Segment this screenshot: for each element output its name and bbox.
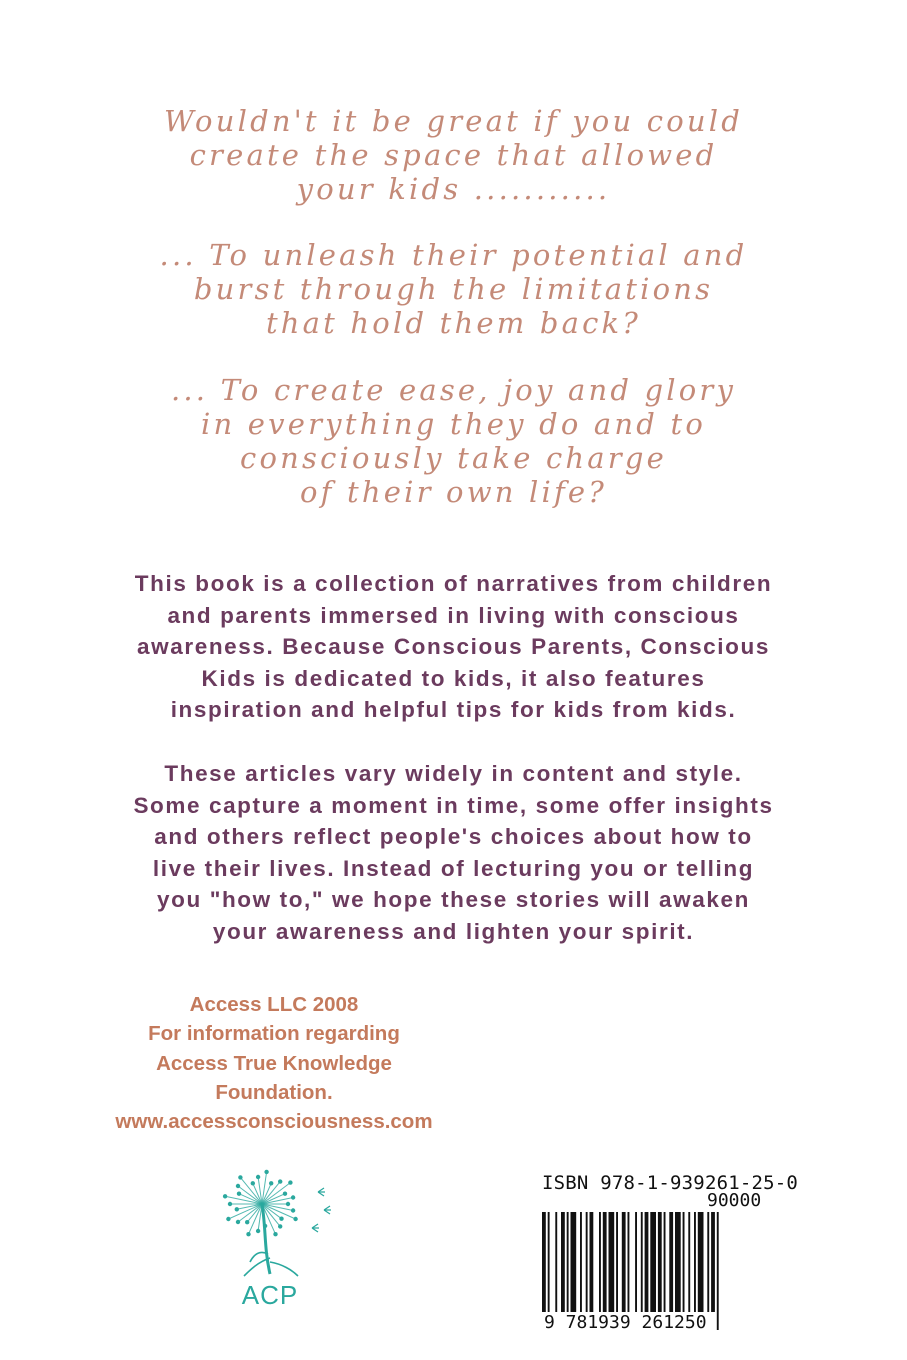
paragraph-line: inspiration and helpful tips for kids from kids. — [170, 697, 737, 723]
isbn-barcode — [534, 1168, 799, 1348]
logo-text: ACP — [241, 1280, 299, 1310]
quote-block-1 — [0, 104, 907, 206]
publisher-info — [74, 990, 474, 1136]
publisher-line: For information regarding — [148, 1022, 400, 1046]
quote-line: in everything they do and to — [201, 407, 706, 441]
publisher-line: Access True Knowledge — [156, 1051, 392, 1075]
paragraph-line: and parents immersed in living with conscious — [167, 602, 740, 628]
isbn-label: ISBN 978-1-939261-25-0 — [542, 1172, 799, 1194]
barcode-digits: 9 781939 261250 — [544, 1312, 707, 1333]
quote-line: ... To create ease, joy and glory — [170, 373, 737, 407]
quote-block-3 — [0, 373, 907, 509]
paragraph-line: Some capture a moment in time, some offer insights — [133, 792, 774, 818]
quote-line: that hold them back? — [265, 306, 642, 340]
publisher-line: Access LLC 2008 — [189, 993, 359, 1016]
quote-line: burst through the limitations — [193, 272, 714, 306]
paragraph-line: you "how to," we hope these stories will awaken — [157, 887, 750, 913]
quote-line: create the space that allowed — [189, 138, 718, 172]
acp-logo — [200, 1158, 340, 1318]
publisher-line: Foundation. — [215, 1080, 333, 1104]
price-code: 90000 — [707, 1190, 762, 1211]
description-paragraph-2 — [0, 758, 907, 948]
paragraph-line: live their lives. Instead of lecturing you or telling — [152, 855, 755, 881]
quote-block-2 — [0, 238, 907, 340]
website-link[interactable]: www.accessconsciousness.com — [115, 1110, 433, 1134]
quote-line: ... To unleash their potential and — [159, 238, 748, 272]
quote-line: your kids ........... — [296, 172, 611, 206]
quote-line: Wouldn't it be great if you could — [164, 104, 743, 138]
paragraph-line: These articles vary widely in content and style. — [164, 761, 743, 786]
paragraph-line: This book is a collection of narratives from children — [134, 571, 773, 596]
paragraph-line: and others reflect people's choices about how to — [154, 824, 753, 850]
description-paragraph-1 — [0, 568, 907, 726]
quote-line: consciously take charge — [240, 441, 667, 475]
paragraph-line: awareness. Because Conscious Parents, Conscious — [137, 634, 770, 660]
dandelion-icon — [200, 1158, 340, 1278]
paragraph-line: your awareness and lighten your spirit. — [212, 918, 695, 944]
paragraph-line: Kids is dedicated to kids, it also features — [201, 665, 706, 691]
quote-line: of their own life? — [299, 475, 608, 509]
